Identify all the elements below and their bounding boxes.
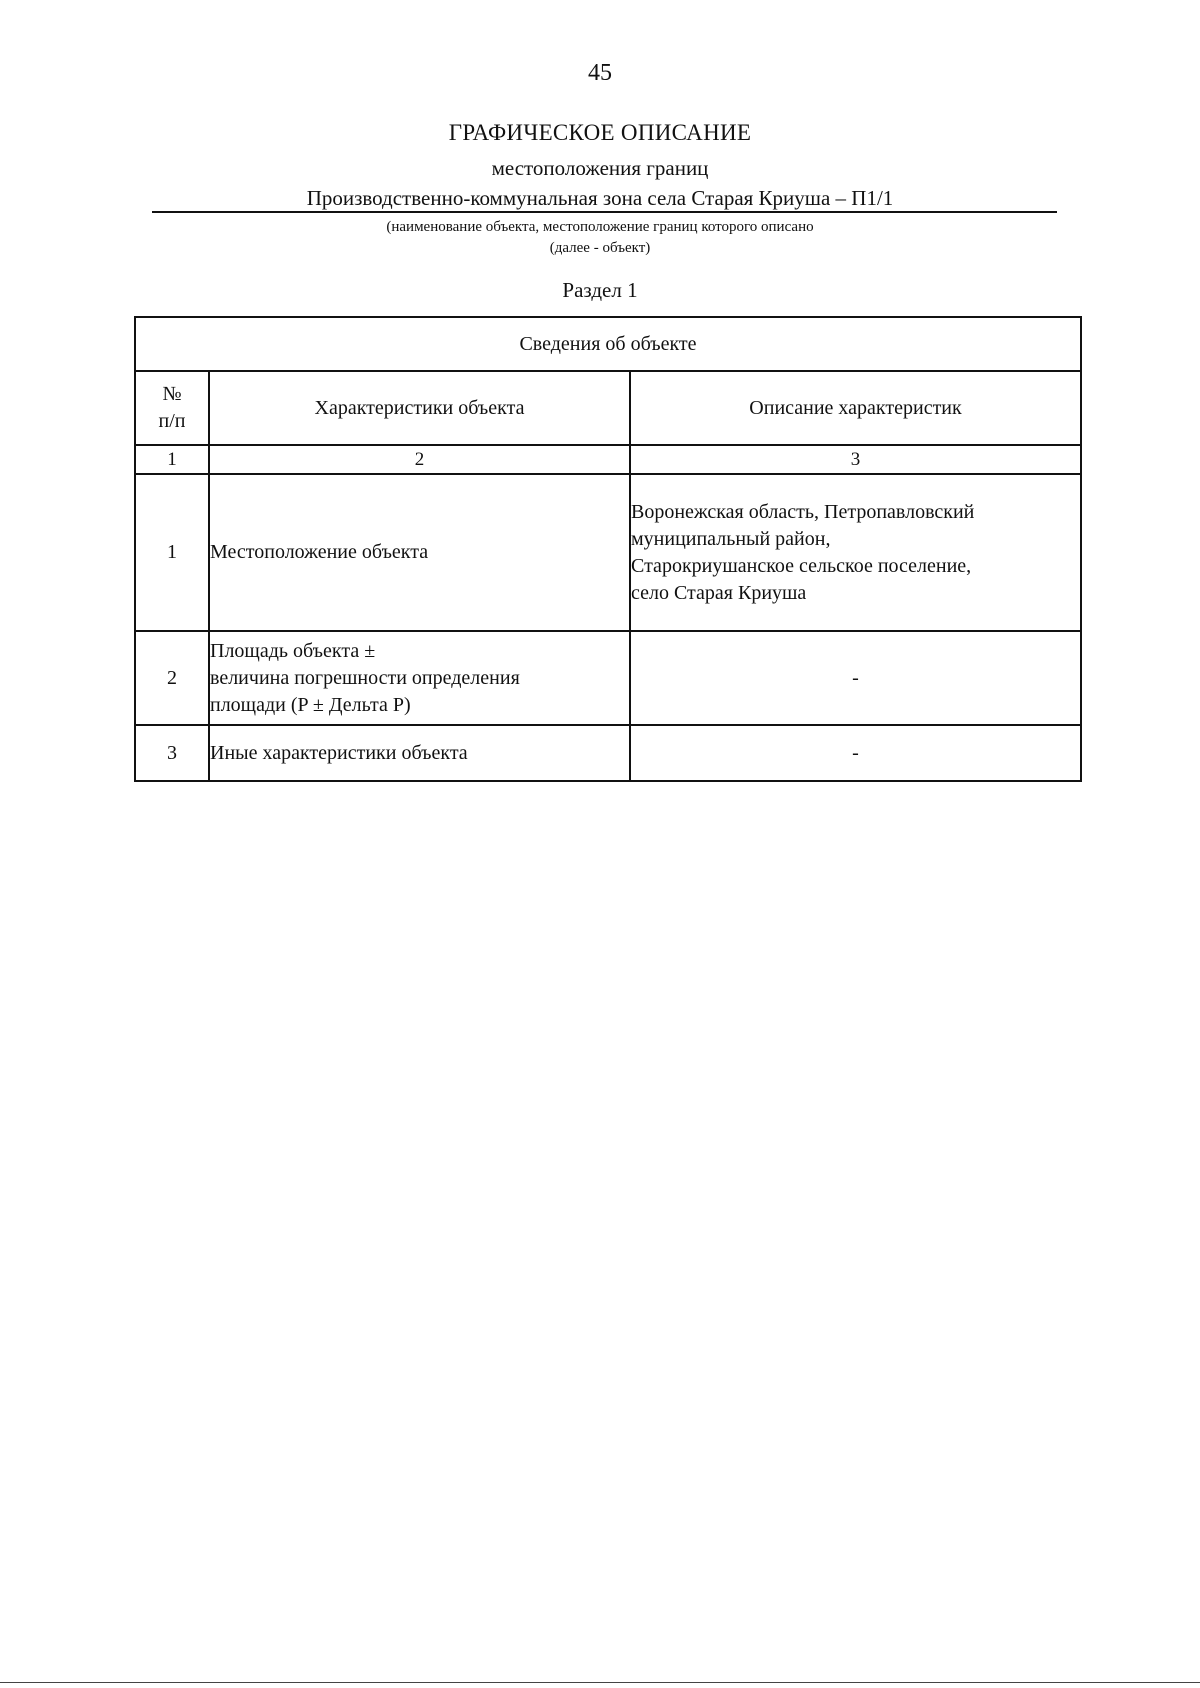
object-name: Производственно-коммунальная зона села Старая Криуша – П1/1	[306, 186, 894, 210]
table-row	[135, 474, 1081, 631]
characteristic-line: Местоположение объекта	[210, 541, 429, 563]
characteristic-line: Иные характеристики объекта	[210, 741, 468, 764]
table-header-row	[135, 371, 1081, 445]
characteristic-line: площади (P ± Дельта P)	[210, 693, 411, 716]
row-description	[630, 474, 1081, 631]
header-description: Описание характеристик	[630, 371, 1081, 445]
document-title: ГРАФИЧЕСКОЕ ОПИСАНИЕ	[448, 120, 752, 145]
row-characteristic	[209, 631, 630, 725]
row-number: 3	[135, 725, 209, 781]
object-name-underline	[152, 211, 1057, 213]
description-line: муниципальный район,	[631, 527, 831, 550]
section-label: Раздел 1	[562, 278, 638, 302]
characteristic-line: величина погрешности определения	[210, 666, 520, 689]
table-row	[135, 631, 1081, 725]
header-characteristics: Характеристики объекта	[209, 371, 630, 445]
table-caption-row	[135, 317, 1081, 371]
underline-caption-line-1: (наименование объекта, местоположение границ которого описано	[386, 219, 814, 235]
description-line: село Старая Криуша	[631, 581, 807, 604]
table-caption: Сведения об объекте	[135, 317, 1081, 371]
row-characteristic	[209, 725, 630, 781]
header-number-line-1: №	[162, 383, 182, 405]
index-cell-1: 1	[135, 445, 209, 474]
table-index-row	[135, 445, 1081, 474]
index-cell-3: 3	[630, 445, 1081, 474]
page-bottom-edge	[0, 1682, 1200, 1683]
description-line: Воронежская область, Петропавловский	[631, 500, 975, 523]
object-info-table	[134, 316, 1082, 782]
row-number: 1	[135, 474, 209, 631]
underline-caption-line-2: (далее - объект)	[549, 240, 651, 256]
characteristic-line: Площадь объекта ±	[210, 639, 376, 662]
table-row	[135, 725, 1081, 781]
description-line: Старокриушанское сельское поселение,	[631, 554, 972, 577]
row-description: -	[630, 725, 1081, 781]
row-description: -	[630, 631, 1081, 725]
page-number: 45	[588, 60, 612, 86]
header-number-line-2: п/п	[158, 410, 186, 432]
document-subtitle: местоположения границ	[491, 156, 709, 180]
row-characteristic	[209, 474, 630, 631]
row-number: 2	[135, 631, 209, 725]
index-cell-2: 2	[209, 445, 630, 474]
header-number	[135, 371, 209, 445]
